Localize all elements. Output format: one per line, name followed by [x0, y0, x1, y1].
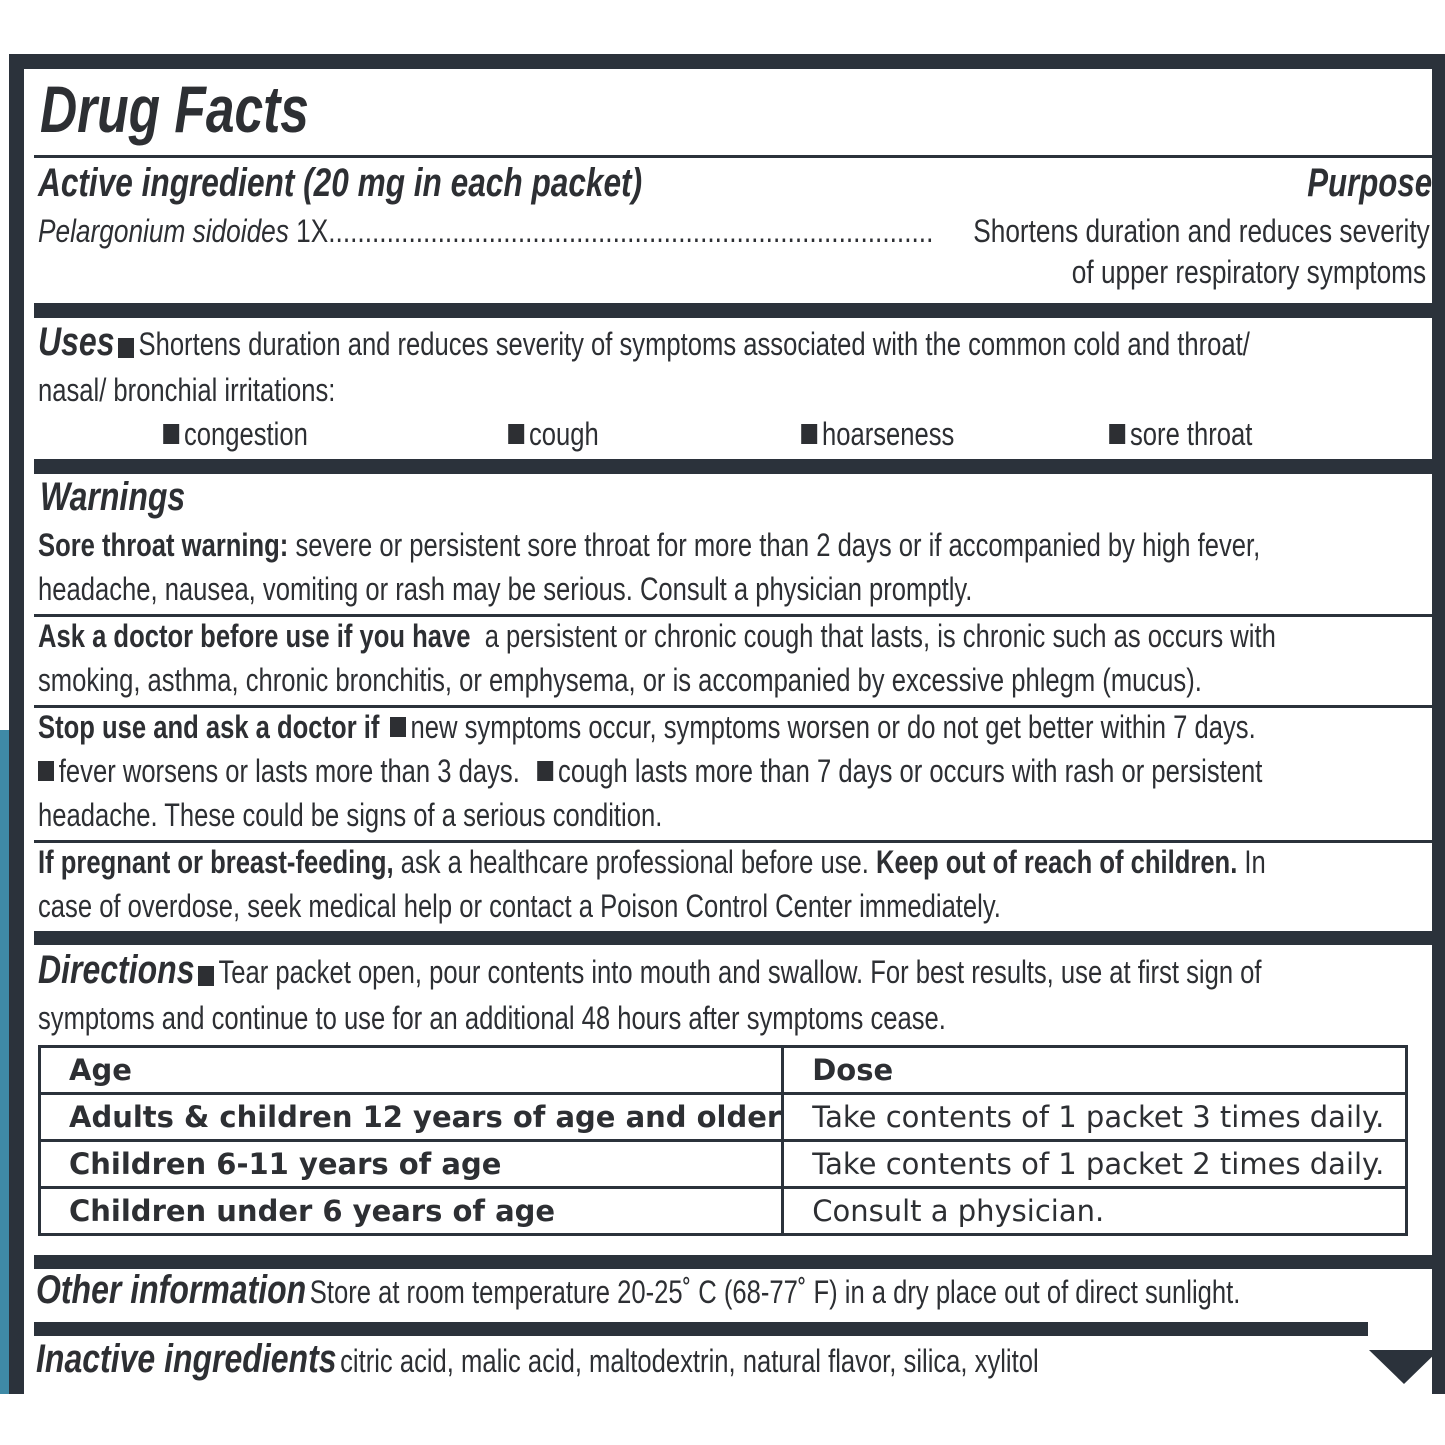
table-row [40, 1094, 1407, 1141]
ask-doctor-line-2 [38, 662, 1432, 699]
stop-use-text-3: headache. These could be signs of a serious condition. [38, 797, 663, 833]
bullet-square [198, 966, 214, 986]
uses-line-2-wrap [38, 372, 410, 409]
uses-text-1: Shortens duration and reduces severity of symptoms associated with the common cold and throat/ [138, 326, 1250, 362]
pregnant-label: If pregnant or breast-feeding, [38, 844, 394, 880]
drug-facts-panel [24, 69, 1432, 1394]
bullet-square [38, 761, 54, 781]
sore-throat-text-2: headache, nausea, vomiting or rash may be serious. Consult a physician promptly. [38, 571, 973, 607]
uses-item-sore-throat [1106, 416, 1289, 453]
sore-throat-line-2 [38, 571, 1206, 608]
directions-line-2-wrap [38, 1000, 1173, 1037]
stop-use-text-1: new symptoms occur, symptoms worsen or do not get better within 7 days. [410, 709, 1256, 745]
pregnant-line-1 [38, 844, 1432, 881]
uses-item-label: sore throat [1130, 416, 1253, 452]
inactive-text: citric acid, malic acid, maltodextrin, natural flavor, silica, xylitol [340, 1343, 1039, 1379]
header-dose: Dose [783, 1047, 1407, 1094]
divider-thin [34, 705, 1432, 708]
divider-thin [34, 840, 1432, 843]
header-age: Age [40, 1047, 783, 1094]
divider-thin [34, 155, 1432, 158]
bullet-square [390, 717, 406, 737]
uses-item-hoarseness [798, 416, 993, 453]
ingredient-name: Pelargonium sidoides [38, 213, 289, 249]
dose-cell: Take contents of 1 packet 2 times daily. [783, 1141, 1407, 1188]
purpose-heading-wrap [1272, 161, 1432, 206]
age-cell: Adults & children 12 years of age and older [40, 1094, 783, 1141]
uses-item-cough [505, 416, 622, 453]
divider-thick [34, 1255, 1432, 1269]
sore-throat-label: Sore throat warning: [38, 527, 289, 563]
stop-use-line-1 [38, 709, 1432, 746]
inactive-heading: Inactive ingredients [36, 1337, 337, 1381]
keep-out-text-2: case of overdose, seek medical help or contact a Poison Control Center immediately. [38, 888, 1001, 924]
uses-item-congestion [160, 416, 345, 453]
uses-line-1 [38, 320, 1432, 365]
page-title: Drug Facts [40, 72, 309, 146]
other-info-text: Store at room temperature 20-25˚ C (68-77˚ F) in a dry place out of direct sunlight. [309, 1274, 1241, 1310]
uses-item-label: cough [529, 416, 599, 452]
divider-thick [34, 303, 1432, 318]
uses-heading: Uses [38, 320, 115, 364]
active-ingredient-heading: Active ingredient (20 mg in each packet) [38, 161, 643, 205]
table-row [40, 1141, 1407, 1188]
side-accent [0, 730, 9, 1394]
bullet-square [163, 424, 179, 444]
inactive-line [36, 1337, 1289, 1382]
uses-item-label: congestion [184, 416, 308, 452]
divider-thick [34, 931, 1432, 945]
directions-heading: Directions [38, 948, 195, 992]
table-header-row [40, 1047, 1407, 1094]
uses-item-label: hoarseness [822, 416, 955, 452]
dosage-table [38, 1045, 1408, 1236]
divider-thick [34, 1322, 1368, 1336]
ingredient-potency: 1X [296, 213, 329, 249]
bullet-square [508, 424, 524, 444]
ask-doctor-line-1 [38, 618, 1432, 655]
ask-doctor-label: Ask a doctor before use if you have [38, 618, 471, 654]
divider-thin [34, 614, 1432, 617]
dose-cell: Take contents of 1 packet 3 times daily. [783, 1094, 1407, 1141]
stop-use-text-2a: fever worsens or lasts more than 3 days. [58, 753, 520, 789]
continue-arrow-icon [1369, 1350, 1432, 1384]
title-wrap [40, 71, 385, 147]
other-info-heading: Other information [36, 1268, 307, 1312]
pregnant-line-2 [38, 888, 1242, 925]
uses-text-2: nasal/ bronchial irritations: [38, 372, 336, 408]
age-cell: Children 6-11 years of age [40, 1141, 783, 1188]
stop-use-line-3 [38, 797, 818, 834]
stop-use-line-2 [38, 753, 1432, 790]
purpose-line-2: of upper respiratory symptoms [1071, 254, 1426, 290]
purpose-line-1: Shortens duration and reduces severity [973, 213, 1430, 249]
table-row [40, 1188, 1407, 1235]
divider-thick [34, 459, 1432, 474]
ask-doctor-text-2: smoking, asthma, chronic bronchitis, or emphysema, or is accompanied by excessive phlegm (mucus). [38, 662, 1202, 698]
keep-out-text-1: In [1244, 844, 1266, 880]
stop-use-label: Stop use and ask a doctor if [38, 709, 380, 745]
bullet-square [1109, 424, 1125, 444]
directions-line-1 [38, 948, 1432, 993]
ingredient-line [38, 213, 938, 253]
keep-out-label: Keep out of reach of children. [876, 844, 1238, 880]
ask-doctor-text-1: a persistent or chronic cough that lasts, is chronic such as occurs with [484, 618, 1276, 654]
dose-cell: Consult a physician. [783, 1188, 1407, 1235]
stop-use-text-2b: cough lasts more than 7 days or occurs with rash or persistent [558, 753, 1263, 789]
sore-throat-line-1 [38, 527, 1432, 564]
bullet-square [537, 761, 553, 781]
purpose-heading: Purpose [1307, 161, 1432, 205]
sore-throat-text-1: severe or persistent sore throat for more than 2 days or if accompanied by high fever, [295, 527, 1261, 563]
bullet-square [801, 424, 817, 444]
warnings-heading: Warnings [40, 475, 186, 519]
directions-text-1: Tear packet open, pour contents into mouth and swallow. For best results, use at first sign of [218, 954, 1262, 990]
bullet-square [118, 338, 134, 358]
directions-text-2: symptoms and continue to use for an additional 48 hours after symptoms cease. [38, 1000, 946, 1036]
dot-leader: ................................................................................... [328, 213, 934, 249]
other-info-line [36, 1268, 1432, 1313]
age-cell: Children under 6 years of age [40, 1188, 783, 1235]
warnings-heading-wrap [40, 475, 222, 520]
active-heading-wrap [38, 161, 803, 206]
purpose-text [873, 213, 1430, 291]
pregnant-text: ask a healthcare professional before use. [400, 844, 869, 880]
